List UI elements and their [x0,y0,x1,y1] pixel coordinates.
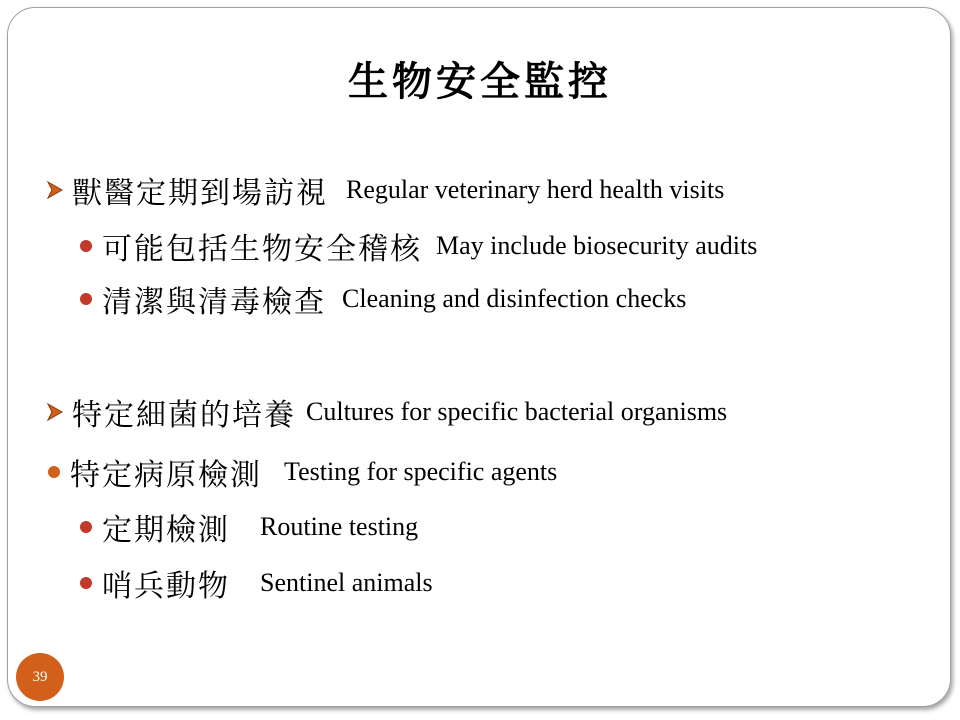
bullet-text-en: May include biosecurity audits [436,231,758,260]
bullet-cleaning-checks [80,277,686,321]
bullet-text-en: Sentinel animals [260,568,433,597]
dot-icon [48,466,60,478]
bullet-cultures [46,390,727,434]
bullet-text-en: Regular veterinary herd health visits [346,175,725,204]
dot-icon [80,577,92,589]
bullet-routine-testing [80,505,418,549]
bullet-sentinel-animals [80,561,433,605]
bullet-text-zh: 清潔與清毒檢查 [102,285,326,320]
slide-title: 生物安全監控 [348,58,612,105]
bullet-text-zh: 定期檢測 [102,513,230,548]
page-number-badge [16,653,64,701]
bullet-text-en: Cleaning and disinfection checks [342,284,687,313]
bullet-text-zh: 特定細菌的培養 [72,398,296,433]
dot-icon [80,521,92,533]
bullet-text-zh: 獸醫定期到場訪視 [72,176,328,211]
page-number: 39 [32,668,48,685]
bullet-text-en: Cultures for specific bacterial organisms [306,397,728,426]
bullet-testing-agents [48,450,557,494]
bullet-text-en: Testing for specific agents [284,457,558,486]
bullet-regular-visits [46,168,724,212]
arrow-icon [46,180,64,200]
arrow-icon [46,402,64,422]
bullet-text-zh: 可能包括生物安全稽核 [102,232,422,267]
dot-icon [80,240,92,252]
bullet-text-en: Routine testing [260,512,419,541]
bullet-text-zh: 哨兵動物 [102,569,230,604]
dot-icon [80,293,92,305]
bullet-text-zh: 特定病原檢測 [70,458,262,493]
bullet-biosecurity-audits [80,224,757,268]
